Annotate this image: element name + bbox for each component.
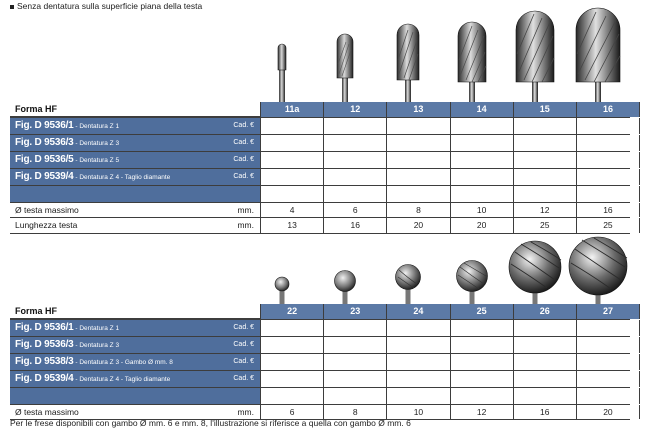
price-cell [513,320,576,336]
spec-value: 10 [386,405,449,420]
price-cell [386,135,449,151]
blank-cell [386,388,449,404]
cylindrical-burr-11a-image [250,6,313,102]
spec-value: 20 [386,218,449,233]
unit-label: Cad. € [233,323,254,331]
price-cell [386,337,449,353]
spec-value: 8 [386,203,449,218]
fig-label [10,371,260,387]
price-cell [260,337,323,353]
price-cell [260,169,323,185]
fig-code: Fig. D 9536/3 [15,338,74,350]
unit-label: Cad. € [233,374,254,382]
price-cell [323,371,386,387]
price-cell [576,135,640,151]
size-header-cell: 11a [260,102,323,117]
spacer-row [10,388,630,405]
price-cell [513,152,576,168]
ball-burr-23-image [313,236,376,304]
cylindrical-burr-15-image [503,6,566,102]
table-header-row [10,304,630,320]
cylindrical-burr-illustrations [250,6,630,102]
price-cell [450,371,513,387]
fig-row [10,152,630,169]
blank-cell [323,186,386,202]
cylindrical-burr-table [10,102,630,234]
price-cell [386,118,449,134]
spec-label-text: Ø testa massimo [15,406,79,417]
spec-label [10,218,260,233]
size-header-cell: 27 [576,304,640,319]
spec-row-head-length [10,218,630,234]
price-cell [576,337,640,353]
ball-burr-26-image [503,236,566,304]
ball-burr-24-image [377,236,440,304]
spec-unit: mm. [237,220,254,230]
size-header-cell: 13 [386,102,449,117]
price-cell [576,371,640,387]
price-cell [513,169,576,185]
fig-label [10,135,260,151]
price-cell [450,135,513,151]
top-note [10,1,202,11]
price-cell [323,152,386,168]
spec-row-head-diameter [10,203,630,219]
spacer-row [10,186,630,203]
price-cell [323,320,386,336]
fig-desc: - Dentatura Z 4 - Taglio diamante [73,375,171,383]
spec-label-text: Lunghezza testa [15,220,78,230]
fig-row [10,371,630,388]
price-cell [260,320,323,336]
fig-desc: - Dentatura Z 3 [73,139,120,147]
price-cell [323,135,386,151]
blank-cell [513,186,576,202]
size-header-cell: 12 [323,102,386,117]
price-cell [386,152,449,168]
ball-burr-illustrations [250,236,630,304]
blank-cell [576,186,640,202]
fig-label [10,118,260,134]
spec-value: 25 [513,218,576,233]
fig-desc: - Dentatura Z 1 [73,324,120,332]
fig-row [10,354,630,371]
blank-cell [260,186,323,202]
price-cell [260,371,323,387]
table-header-row [10,102,630,118]
spec-value: 25 [576,218,640,233]
spec-value: 16 [513,405,576,420]
blank-cell [386,186,449,202]
price-cell [323,354,386,370]
price-cell [576,169,640,185]
price-cell [386,354,449,370]
spec-value: 4 [260,203,323,218]
price-cell [386,169,449,185]
fig-label [10,152,260,168]
fig-code: Fig. D 9536/1 [15,321,74,333]
blank-cell [260,388,323,404]
price-cell [323,169,386,185]
cylindrical-burr-14-image [440,6,503,102]
ball-burr-25-image [440,236,503,304]
price-cell [260,118,323,134]
fig-label [10,337,260,353]
blank-cell [576,388,640,404]
spec-value: 13 [260,218,323,233]
cylindrical-burr-12-image [313,6,376,102]
fig-desc: - Dentatura Z 4 - Taglio diamante [73,173,171,181]
size-header-cell: 14 [450,102,513,117]
forma-label: Forma HF [10,102,260,117]
fig-desc: - Dentatura Z 3 [73,341,120,349]
blank-label [10,186,260,202]
fig-row [10,337,630,354]
spec-value: 10 [450,203,513,218]
spec-value: 8 [323,405,386,420]
size-header-cell: 16 [576,102,640,117]
fig-code: Fig. D 9539/4 [15,372,74,384]
spec-unit: mm. [237,406,254,417]
fig-code: Fig. D 9536/5 [15,153,74,165]
price-cell [450,337,513,353]
price-cell [576,320,640,336]
price-cell [576,354,640,370]
fig-desc: - Dentatura Z 5 [73,156,120,164]
size-header-cell: 26 [513,304,576,319]
fig-label [10,169,260,185]
size-header-cell: 23 [323,304,386,319]
unit-label: Cad. € [233,172,254,180]
fig-code: Fig. D 9538/3 [15,355,74,367]
bullet-icon [10,5,14,9]
price-cell [450,152,513,168]
spec-label [10,203,260,218]
price-cell [386,320,449,336]
price-cell [513,337,576,353]
price-cell [323,118,386,134]
price-cell [260,135,323,151]
price-cell [576,152,640,168]
spec-unit: mm. [237,204,254,215]
price-cell [513,354,576,370]
price-cell [513,118,576,134]
spec-value: 12 [450,405,513,420]
spec-value: 20 [576,405,640,420]
fig-row [10,320,630,337]
size-header-cell: 22 [260,304,323,319]
size-header-cell: 15 [513,102,576,117]
fig-code: Fig. D 9536/3 [15,136,74,148]
spec-value: 16 [576,203,640,218]
fig-desc: - Dentatura Z 3 - Gambo Ø mm. 8 [73,358,173,366]
forma-label: Forma HF [10,304,260,319]
size-header-cell: 24 [386,304,449,319]
price-cell [513,371,576,387]
price-cell [260,354,323,370]
unit-label: Cad. € [233,357,254,365]
spec-label-text: Ø testa massimo [15,204,79,215]
price-cell [450,354,513,370]
price-cell [323,337,386,353]
price-cell [513,135,576,151]
price-cell [450,320,513,336]
blank-cell [450,388,513,404]
fig-label [10,320,260,336]
price-cell [576,118,640,134]
fig-code: Fig. D 9539/4 [15,170,74,182]
unit-label: Cad. € [233,121,254,129]
blank-label [10,388,260,404]
price-cell [386,371,449,387]
spec-value: 6 [323,203,386,218]
fig-row [10,169,630,186]
unit-label: Cad. € [233,138,254,146]
blank-cell [513,388,576,404]
price-cell [260,152,323,168]
blank-cell [450,186,513,202]
blank-cell [323,388,386,404]
spec-value: 16 [323,218,386,233]
ball-burr-table [10,304,630,420]
price-cell [450,169,513,185]
fig-desc: - Dentatura Z 1 [73,122,120,130]
cylindrical-burr-16-image [567,6,630,102]
spec-value: 20 [450,218,513,233]
footer-note: Per le frese disponibili con gambo Ø mm. 6 e mm. 8, l'illustrazione si riferisce a quella con gambo Ø mm. 6 [10,418,411,428]
fig-label [10,354,260,370]
spec-value: 6 [260,405,323,420]
spec-value: 12 [513,203,576,218]
unit-label: Cad. € [233,155,254,163]
price-cell [450,118,513,134]
top-note-text: Senza dentatura sulla superficie piana della testa [17,1,203,11]
ball-burr-27-image [567,236,630,304]
size-header-cell: 25 [450,304,513,319]
cylindrical-burr-13-image [377,6,440,102]
ball-burr-22-image [250,236,313,304]
fig-row [10,135,630,152]
spec-label [10,405,260,420]
unit-label: Cad. € [233,340,254,348]
fig-code: Fig. D 9536/1 [15,119,74,131]
fig-row [10,118,630,135]
